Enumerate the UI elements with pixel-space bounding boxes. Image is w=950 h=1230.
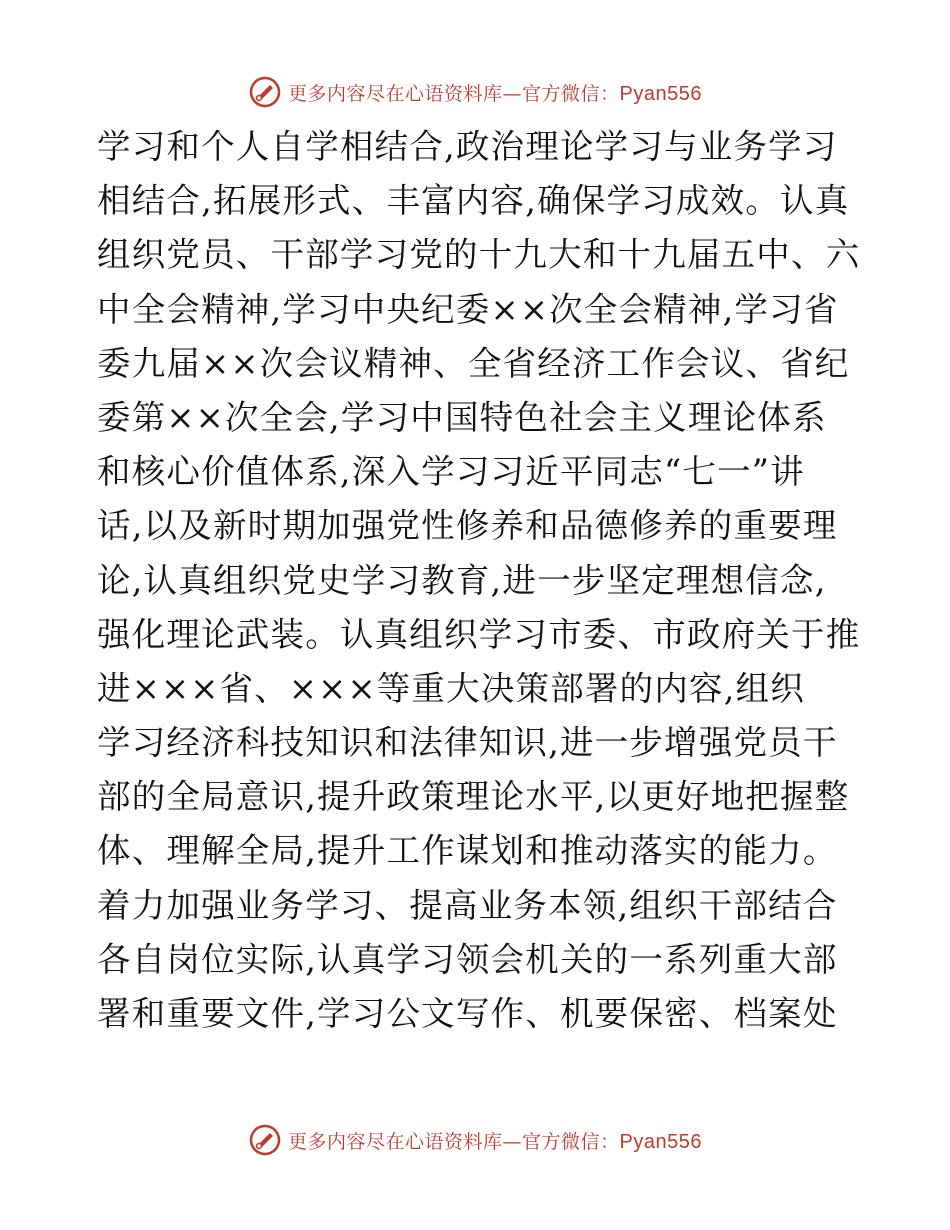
body-line: 中全会精神,学习中央纪委××次全会精神,学习省 [97, 289, 839, 329]
body-line: 相结合,拓展形式、丰富内容,确保学习成效。认真 [97, 181, 850, 221]
watermark-wechat-id: Pyan556 [619, 1130, 702, 1153]
document-body [97, 120, 861, 1041]
watermark-text [288, 1127, 702, 1154]
watermark-wechat-id: Pyan556 [619, 82, 702, 105]
body-line: 委九届××次会议精神、全省经济工作会议、省纪 [97, 343, 850, 383]
body-line: 部的全局意识,提升政策理论水平,以更好地把握整 [97, 777, 850, 817]
watermark-wechat-label: 官方微信： [522, 82, 620, 105]
header-watermark [0, 72, 950, 112]
body-line: 组织党员、干部学习党的十九大和十九届五中、六 [97, 235, 861, 275]
brand-logo-icon [248, 75, 282, 109]
body-line: 进×××省、×××等重大决策部署的内容,组织 [97, 668, 805, 708]
brand-logo-icon [248, 1123, 282, 1157]
body-line: 话,以及新时期加强党性修养和品德修养的重要理 [97, 506, 838, 546]
body-line: 委第××次全会,学习中国特色社会主义理论体系 [97, 397, 827, 437]
body-line: 署和重要文件,学习公文写作、机要保密、档案处 [97, 994, 838, 1033]
watermark-wechat-label: 官方微信： [522, 1130, 620, 1153]
body-line: 学习经济科技知识和法律知识,进一步增强党员干 [97, 723, 838, 763]
body-line: 学习和个人自学相结合,政治理论学习与业务学习 [97, 127, 838, 166]
watermark-dash: — [502, 1130, 523, 1153]
body-line: 各自岗位实际,认真学习领会机关的一系列重大部 [97, 939, 838, 979]
watermark-brand: 更多内容尽在心语资料库 [288, 82, 503, 105]
watermark-dash: — [502, 82, 523, 105]
watermark-brand: 更多内容尽在心语资料库 [288, 1130, 503, 1153]
body-line: 论,认真组织党史学习教育,进一步坚定理想信念, [97, 560, 827, 600]
body-line: 和核心价值体系,深入学习习近平同志“七一”讲 [97, 452, 805, 492]
watermark-text [288, 79, 702, 106]
body-line: 体、理解全局,提升工作谋划和推动落实的能力。 [97, 831, 838, 871]
body-line: 强化理论武装。认真组织学习市委、市政府关于推 [97, 614, 861, 654]
footer-watermark [0, 1120, 950, 1160]
body-line: 着力加强业务学习、提高业务本领,组织干部结合 [97, 885, 838, 925]
